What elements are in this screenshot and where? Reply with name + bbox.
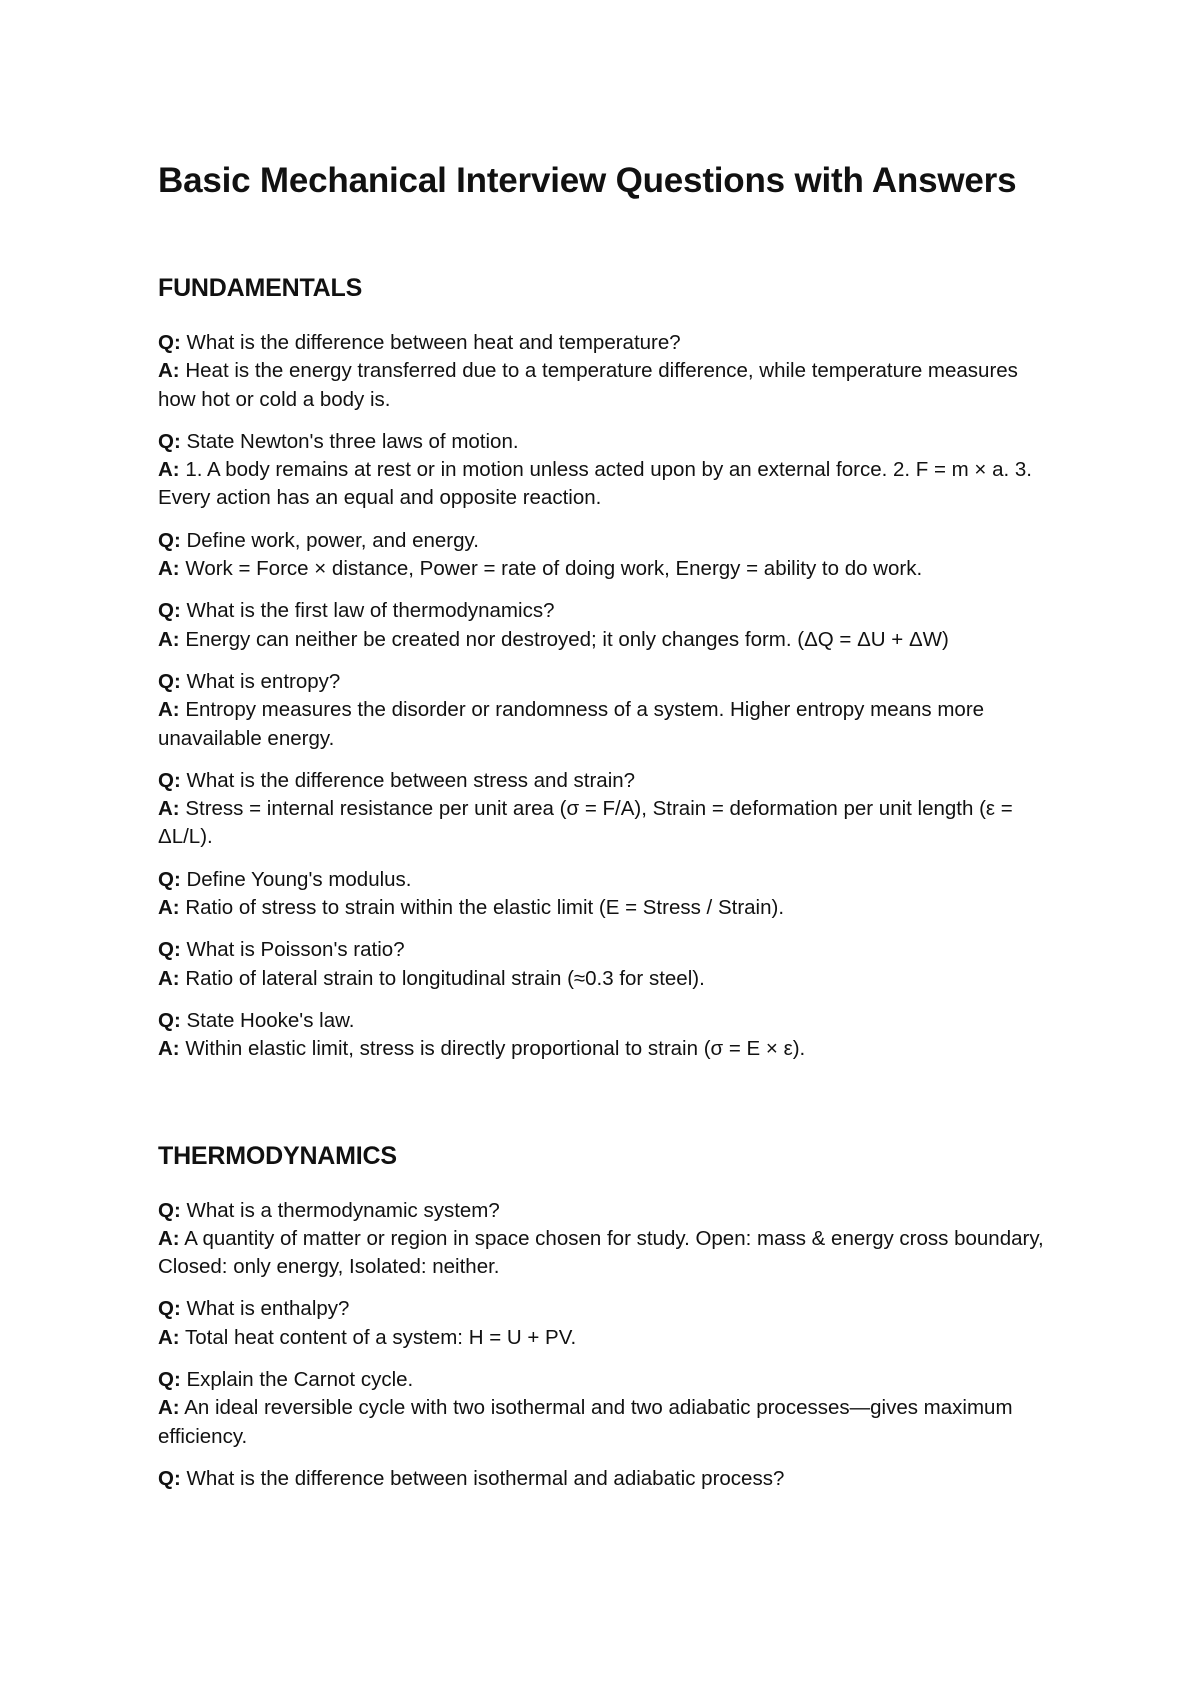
qa-item [158, 1197, 1058, 1282]
answer-text: Energy can neither be created nor destroyed; it only changes form. (ΔQ = ΔU + ΔW) [179, 627, 949, 651]
answer-line [158, 965, 1058, 993]
answer-text: Work = Force × distance, Power = rate of doing work, Energy = ability to do work. [179, 557, 923, 581]
question-text: What is the difference between stress and strain? [180, 768, 636, 792]
question-line [158, 1197, 1058, 1225]
answer-text: Ratio of lateral strain to longitudinal strain (≈0.3 for steel). [179, 966, 705, 990]
question-text: Define Young's modulus. [180, 867, 412, 891]
question-text: Explain the Carnot cycle. [180, 1368, 414, 1392]
question-text: What is the difference between isothermal and adiabatic process? [180, 1466, 785, 1490]
qa-list [158, 329, 1058, 1064]
question-line [158, 428, 1058, 456]
answer-label: A: [158, 1037, 180, 1061]
qa-item [158, 668, 1058, 753]
qa-item [158, 1007, 1058, 1064]
answer-line [158, 696, 1058, 753]
answer-label: A: [158, 698, 180, 722]
question-text: What is Poisson's ratio? [180, 938, 405, 962]
question-text: What is the first law of thermodynamics? [180, 599, 555, 623]
answer-label: A: [158, 966, 180, 990]
answer-label: A: [158, 627, 180, 651]
answer-text: Stress = internal resistance per unit area (σ = F/A), Strain = deformation per unit length (ε = ΔL/L). [158, 797, 1013, 849]
qa-item [158, 936, 1058, 993]
question-line [158, 1295, 1058, 1323]
section-thermodynamics [158, 1140, 1058, 1494]
question-label: Q: [158, 867, 181, 891]
answer-text: Heat is the energy transferred due to a temperature difference, while temperature measures how hot or cold a body is. [158, 359, 1018, 411]
answer-label: A: [158, 1396, 180, 1420]
section-heading: FUNDAMENTALS [158, 274, 363, 302]
question-label: Q: [158, 1368, 181, 1392]
question-line [158, 936, 1058, 964]
section-fundamentals [158, 272, 1058, 1064]
qa-item [158, 866, 1058, 923]
answer-line [158, 1225, 1058, 1282]
answer-text: Ratio of stress to strain within the elastic limit (E = Stress / Strain). [179, 896, 785, 920]
answer-line [158, 357, 1058, 414]
question-label: Q: [158, 331, 181, 354]
question-label: Q: [158, 669, 181, 693]
answer-text: An ideal reversible cycle with two isothermal and two adiabatic processes—gives maximum efficiency. [158, 1396, 1013, 1448]
answer-line [158, 456, 1058, 513]
answer-label: A: [158, 1325, 180, 1349]
question-text: Define work, power, and energy. [180, 528, 479, 552]
answer-label: A: [158, 359, 180, 383]
question-label: Q: [158, 1198, 181, 1222]
answer-line [158, 1035, 1058, 1063]
document-page [158, 158, 1058, 1507]
question-text: What is the difference between heat and temperature? [180, 331, 681, 354]
question-line [158, 329, 1058, 357]
qa-item [158, 767, 1058, 852]
question-label: Q: [158, 429, 181, 453]
answer-text: Entropy measures the disorder or randomness of a system. Higher entropy means more unavailable energy. [158, 698, 985, 750]
question-label: Q: [158, 768, 181, 792]
answer-text: Total heat content of a system: H = U + PV. [179, 1325, 577, 1349]
document-title: Basic Mechanical Interview Questions with Answers [158, 161, 1017, 200]
answer-text: 1. A body remains at rest or in motion unless acted upon by an external force. 2. F = m × a. 3. Every action has an equal and opposite reaction. [158, 458, 1032, 510]
question-line [158, 1465, 1058, 1493]
question-line [158, 1007, 1058, 1035]
question-text: What is entropy? [180, 669, 341, 693]
answer-label: A: [158, 458, 180, 482]
qa-item [158, 597, 1058, 654]
answer-line [158, 1394, 1058, 1451]
question-text: What is a thermodynamic system? [180, 1198, 500, 1222]
question-text: What is enthalpy? [180, 1297, 350, 1321]
answer-label: A: [158, 557, 180, 581]
question-line [158, 527, 1058, 555]
question-label: Q: [158, 1297, 181, 1321]
answer-line [158, 795, 1058, 852]
answer-text: A quantity of matter or region in space chosen for study. Open: mass & energy cross boundary, Closed: only energy, Isolated: neither. [158, 1226, 1044, 1279]
question-line [158, 668, 1058, 696]
answer-label: A: [158, 896, 180, 920]
qa-item [158, 428, 1058, 513]
qa-list [158, 1197, 1058, 1494]
qa-item [158, 1465, 1058, 1493]
qa-item [158, 329, 1058, 414]
answer-line [158, 1324, 1058, 1352]
qa-item [158, 527, 1058, 584]
answer-text: Within elastic limit, stress is directly proportional to strain (σ = E × ε). [179, 1037, 806, 1061]
answer-line [158, 626, 1058, 654]
qa-item [158, 1295, 1058, 1352]
question-text: State Newton's three laws of motion. [180, 429, 519, 453]
question-text: State Hooke's law. [180, 1008, 355, 1032]
question-line [158, 767, 1058, 795]
qa-item [158, 1366, 1058, 1451]
question-line [158, 866, 1058, 894]
question-label: Q: [158, 599, 181, 623]
question-label: Q: [158, 1466, 181, 1490]
question-label: Q: [158, 1008, 181, 1032]
answer-label: A: [158, 1226, 180, 1250]
answer-line [158, 894, 1058, 922]
answer-line [158, 555, 1058, 583]
question-line [158, 597, 1058, 625]
section-heading: THERMODYNAMICS [158, 1141, 397, 1170]
question-line [158, 1366, 1058, 1394]
question-label: Q: [158, 938, 181, 962]
answer-label: A: [158, 797, 180, 821]
question-label: Q: [158, 528, 181, 552]
